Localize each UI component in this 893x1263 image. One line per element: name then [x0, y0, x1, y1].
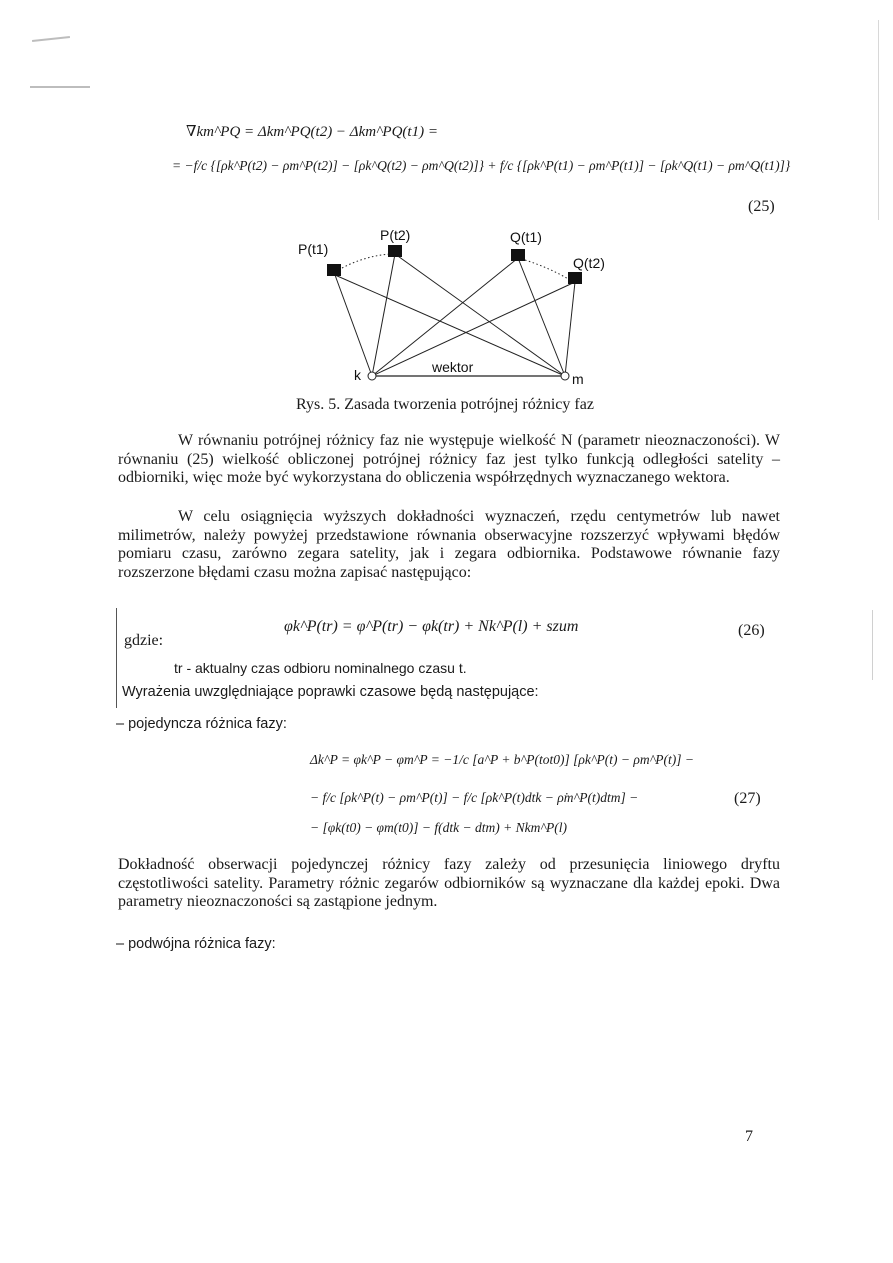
satellite-q-t1	[511, 249, 525, 261]
double-difference-label: – podwójna różnica fazy:	[116, 936, 276, 952]
where-label: gdzie:	[124, 632, 164, 649]
label-vector: wektor	[432, 359, 474, 375]
equation-25-line-2: = −f/c {[ρk^P(t2) − ρm^P(t2)] − [ρk^Q(t2) − ρm^Q(t2)]} + f/c {[ρk^P(t1) − ρm^P(t1)] − [ρk^Q(t1) − ρm^Q(t1)]}	[172, 158, 791, 173]
equation-27-number: (27)	[734, 790, 761, 807]
scan-mark	[116, 608, 117, 708]
receiver-k	[368, 372, 376, 380]
q-orbit-dots	[525, 260, 570, 280]
equation-25-number: (25)	[748, 198, 775, 215]
equation-27-line-1: Δk^P = φk^P − φm^P = −1/c [a^P + b^P(tot0)] [ρk^P(t) − ρm^P(t)] −	[310, 752, 695, 767]
line-qt2-m	[565, 282, 575, 376]
paragraph-3: Dokładność obserwacji pojedynczej różnicy fazy zależy od przesunięcia liniowego dryftu częstotliwości satelity. Parametry różnic zegarów odbiorników są wyznaczane dla każdej epoki. Dwa parametry nieoznaczoności są zastąpione jednym.	[118, 856, 780, 910]
triple-difference-figure	[280, 220, 640, 390]
paragraph-2: W celu osiągnięcia wyższych dokładności wyznaczeń, rzędu centymetrów lub nawet milimetrów, należy powyżej przedstawione równania obserwacyjne rozszerzyć wpływami błędów pomiaru czasu, zarówno zegara satelity, jak i zegara odbiornika. Podstawowe równanie fazy rozszerzone błędami czasu można zapisać następująco:	[118, 508, 780, 581]
where-definition: tr - aktualny czas odbioru nominalnego czasu t.	[174, 660, 467, 676]
scan-mark	[872, 610, 873, 680]
p-orbit-dots	[342, 254, 390, 268]
receiver-m	[561, 372, 569, 380]
label-m: m	[572, 371, 584, 387]
equation-26: φk^P(tr) = φ^P(tr) − φk(tr) + Nk^P(l) + szum	[284, 618, 579, 635]
equation-25-line-1: ∇km^PQ = Δkm^PQ(t2) − Δkm^PQ(t1) =	[186, 124, 438, 140]
line-pt2-m	[395, 254, 565, 376]
page-number: 7	[745, 1128, 753, 1145]
equation-26-number: (26)	[738, 622, 765, 639]
paragraph-1: W równaniu potrójnej różnicy faz nie występuje wielkość N (parametr nieoznaczoności). W równaniu (25) wielkość obliczonej potrójnej różnicy faz jest tylko funkcją odległości satelity – odbiorniki, więc może być wykorzystana do obliczenia współrzędnych wyznaczanego wektora.	[118, 432, 780, 486]
label-p-t1: P(t1)	[298, 241, 329, 257]
satellite-p-t2	[388, 245, 402, 257]
scan-mark	[32, 36, 70, 42]
label-q-t1: Q(t1)	[510, 229, 542, 245]
equation-27-line-3: − [φk(t0) − φm(t0)] − f(dtk − dtm) + Nkm^P(l)	[310, 820, 568, 835]
corrections-intro: Wyrażenia uwzględniające poprawki czasowe będą następujące:	[122, 684, 539, 700]
figure-caption: Rys. 5. Zasada tworzenia potrójnej różnicy faz	[296, 396, 594, 413]
label-p-t2: P(t2)	[380, 227, 411, 243]
label-q-t2: Q(t2)	[573, 255, 605, 271]
label-k: k	[354, 367, 361, 383]
line-pt1-k	[335, 275, 372, 376]
scan-mark	[30, 86, 90, 88]
equation-27-line-2: − f/c [ρk^P(t) − ρm^P(t)] − f/c [ρ̇k^P(t)dtk − ρ̇m^P(t)dtm] −	[310, 790, 639, 805]
satellite-q-t2	[568, 272, 582, 284]
line-pt2-k	[372, 254, 395, 376]
single-difference-label: – pojedyncza różnica fazy:	[116, 716, 287, 732]
satellite-p-t1	[327, 264, 341, 276]
scan-mark	[878, 20, 879, 220]
